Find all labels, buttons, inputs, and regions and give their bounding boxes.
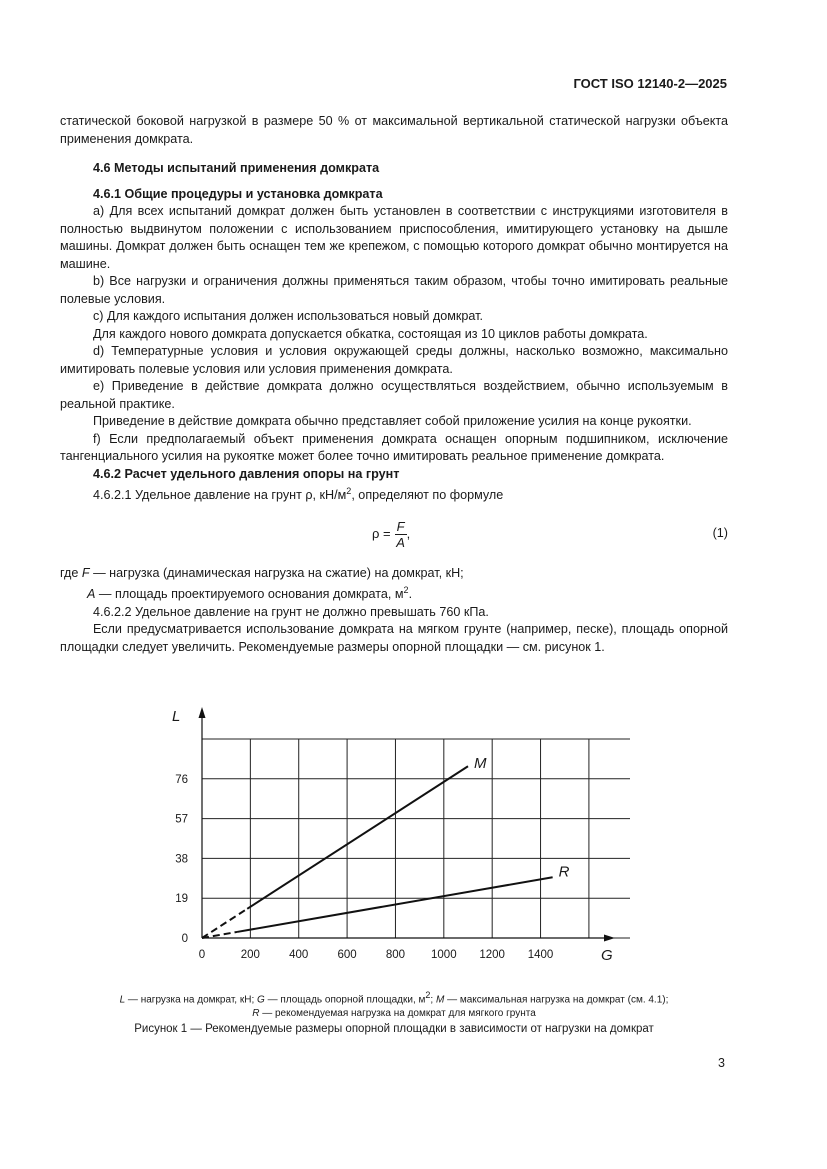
paragraph-f: f) Если предполагаемый объект применения домкрата оснащен опорным подшипником, исключение тангенциального усилия на рукоятке может более точно имитировать реальное применение домкрата. — [60, 431, 728, 463]
formula-lhs: ρ = — [372, 525, 391, 541]
where-F: где F — нагрузка (динамическая нагрузка на сжатие) на домкрат, кН; — [60, 565, 464, 580]
x-tick-label: 1200 — [479, 949, 505, 961]
paragraph-4-6-2-1: 4.6.2.1 Удельное давление на грунт ρ, $кН/м^2$, определяют по формуле — [93, 486, 504, 503]
chart-axes — [172, 707, 615, 964]
equation-number: (1) — [712, 525, 728, 540]
formula-denominator: A — [396, 534, 405, 550]
x-tick-label: 1400 — [527, 949, 554, 961]
where-A: A — площадь проектируемого основания домкрата, $м^2$. — [87, 585, 413, 602]
paragraph-e: e) Приведение в действие домкрата должно осуществляться воздействием, обычно используемым в реальной практике. — [60, 379, 728, 411]
legend-line-2: R — рекомендуемая нагрузка на домкрат для мягкого грунта — [252, 1008, 536, 1020]
formula-block — [60, 513, 728, 553]
paragraph-e-actuation: Приведение в действие домкрата обычно представляет собой приложение усилия на конце рукоятки. — [93, 414, 692, 428]
paragraph-a: a) Для всех испытаний домкрат должен быть установлен в соответствии с инструкциями изготовителя в полностью выдвинутом положении с использованием приспособления, имитирующего установку на дышле машины. Домкрат должен быть оснащен тем же крепежом, с помощью которого домкрат обычно монтируется на машине. — [60, 204, 728, 271]
paragraph-soft-ground: Если предусматривается использование домкрата на мягком грунте (например, песке), площадь опорной площадки следует увеличить. Рекомендуемые размеры опорной площадки — см. рисунок 1. — [60, 622, 728, 654]
y-tick-label: 0 — [181, 933, 188, 945]
paragraph-b: b) Все нагрузки и ограничения должны применяться таким образом, чтобы точно имитировать реальные полевые условия. — [60, 274, 728, 306]
figure-caption: Рисунок 1 — Рекомендуемые размеры опорной площадки в зависимости от нагрузки на домкрат — [134, 1023, 654, 1035]
y-axis-arrow — [199, 707, 206, 718]
section-heading-4-6-2: 4.6.2 Расчет удельного давления опоры на грунт — [93, 466, 400, 481]
series-label-M: M — [474, 755, 487, 773]
x-tick-label: 1000 — [431, 949, 457, 961]
chart-grid — [202, 739, 630, 938]
document-code-header: ГОСТ ISO 12140-2—2025 — [573, 76, 727, 91]
x-tick-label: 200 — [240, 949, 260, 961]
paragraph-c-run-in: Для каждого нового домкрата допускается обкатка, состоящая из 10 циклов работы домкрата. — [93, 326, 648, 341]
x-axis-arrow — [604, 935, 615, 942]
section-heading-4-6-1: 4.6.1 Общие процедуры и установка домкрата — [93, 186, 383, 201]
section-heading-4-6: 4.6 Методы испытаний применения домкрата — [93, 161, 380, 175]
y-tick-label: 19 — [175, 893, 188, 906]
formula-numerator: F — [396, 518, 405, 534]
paragraph-c: c) Для каждого испытания должен использоваться новый домкрат. — [93, 309, 484, 323]
paragraph-intro: статической боковой нагрузкой в размере 50 % от максимальной вертикальной статической нагрузки объекта применения домкрата. — [60, 114, 728, 146]
chart-ticks — [175, 774, 553, 961]
y-tick-label: 38 — [175, 853, 188, 866]
formula-tail: , — [406, 525, 411, 541]
x-tick-label: 600 — [337, 949, 357, 961]
y-tick-label: 57 — [175, 813, 188, 826]
paragraph-4-6-2-2: 4.6.2.2 Удельное давление на грунт не должно превышать 760 кПа. — [93, 604, 489, 619]
y-tick-label: 76 — [175, 773, 188, 786]
main-text — [60, 113, 728, 656]
figure-legend — [60, 988, 728, 1021]
legend-line-1: L — нагрузка на домкрат, кН; G — площадь опорной площадки, $м^2$; M — максимальная нагрузка на домкрат (см. 4.1); — [119, 990, 669, 1006]
x-tick-label: 0 — [198, 949, 206, 961]
x-tick-label: 400 — [289, 949, 309, 961]
series-label-R: R — [558, 863, 570, 881]
formula-fraction — [395, 519, 407, 550]
paragraph-d: d) Температурные условия и условия окружающей среды должны, насколько возможно, максимально имитировать полевые условия или условия применения домкрата. — [60, 344, 728, 376]
figure-1-chart — [160, 700, 630, 975]
series-M-line — [247, 766, 468, 909]
formula — [372, 519, 410, 550]
x-tick-label: 800 — [385, 949, 406, 961]
x-axis-label: G — [601, 947, 613, 964]
chart-series — [202, 755, 570, 938]
y-axis-label: L — [172, 708, 181, 725]
page-number: 3 — [718, 1056, 725, 1070]
